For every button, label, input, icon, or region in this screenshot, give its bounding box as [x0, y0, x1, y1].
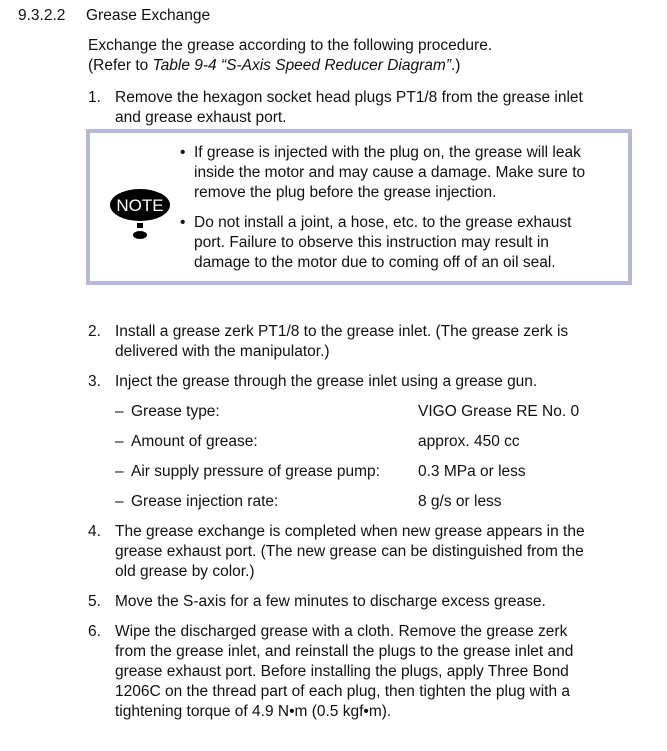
intro-line-2: [88, 56, 648, 76]
note-box: [86, 129, 632, 285]
step-2-text: [115, 322, 568, 362]
note-bullet: [180, 143, 620, 203]
step-line: Remove the hexagon socket head plugs PT1/8 from the grease inlet: [115, 89, 583, 106]
dash-icon: –: [115, 403, 124, 420]
note-bullet: [180, 213, 620, 273]
note-icon: [100, 185, 172, 241]
step-line: tightening torque of 4.9 N•m (0.5 kgf•m).: [115, 703, 392, 720]
step-line: from the grease inlet, and reinstall the plugs to the grease inlet and: [115, 643, 574, 660]
step-line: The grease exchange is completed when new grease appears in the: [115, 523, 585, 540]
step-line: Wipe the discharged grease with a cloth. Remove the grease zerk: [115, 623, 568, 640]
dash-icon: –: [115, 463, 124, 480]
spec-label: Grease type:: [131, 403, 220, 420]
step-5-text: [115, 592, 546, 612]
step-line: Move the S-axis for a few minutes to discharge excess grease.: [115, 593, 546, 610]
step-number: 4.: [88, 523, 101, 540]
dash-icon: –: [115, 493, 124, 510]
step-number: 1.: [88, 89, 101, 106]
step-3-text: [115, 372, 537, 392]
note-icon-label: NOTE: [116, 196, 164, 215]
step-line: and grease exhaust port.: [115, 109, 287, 126]
step-4-text: [115, 522, 585, 582]
step-line: Install a grease zerk PT1/8 to the grease inlet. (The grease zerk is: [115, 323, 569, 340]
step-line: Inject the grease through the grease inlet using a grease gun.: [115, 373, 538, 390]
note-line: If grease is injected with the plug on, the grease will leak: [194, 144, 581, 161]
spec-label: Amount of grease:: [131, 433, 258, 450]
step-line: old grease by color.): [115, 563, 255, 580]
intro-ref-suffix: .): [450, 57, 461, 74]
note-line: remove the plug before the grease injection.: [194, 184, 497, 201]
dash-icon: –: [115, 433, 124, 450]
step-line: grease exhaust port. Before installing the plugs, apply Three Bond: [115, 663, 569, 680]
step-number: 2.: [88, 323, 101, 340]
table-reference-link[interactable]: Table 9-4 “S-Axis Speed Reducer Diagram”: [152, 57, 451, 74]
step-number: 3.: [88, 373, 101, 390]
note-line: inside the motor and may cause a damage. Make sure to: [194, 164, 586, 181]
intro-ref-prefix: (Refer to: [88, 57, 153, 74]
note-line: damage to the motor due to coming off of an oil seal.: [194, 254, 556, 271]
note-bullets: [180, 143, 620, 283]
step-line: 1206C on the thread part of each plug, then tighten the plug with a: [115, 683, 570, 700]
intro-paragraph: [88, 36, 648, 76]
bullet-icon: •: [180, 214, 186, 231]
spec-value: 0.3 MPa or less: [418, 463, 526, 480]
note-line: port. Failure to observe this instruction may result in: [194, 234, 549, 251]
step-line: grease exhaust port. (The new grease can be distinguished from the: [115, 543, 584, 560]
step-1-text: [115, 88, 583, 128]
spec-value: VIGO Grease RE No. 0: [418, 403, 580, 420]
section-title: Grease Exchange: [86, 7, 211, 24]
section-number: 9.3.2.2: [18, 7, 66, 24]
step-number: 5.: [88, 593, 101, 610]
step-line: delivered with the manipulator.): [115, 343, 330, 360]
spec-value: approx. 450 cc: [418, 433, 520, 450]
note-line: Do not install a joint, a hose, etc. to the grease exhaust: [194, 214, 572, 231]
intro-line-1: Exchange the grease according to the following procedure.: [88, 37, 493, 54]
spec-label: Grease injection rate:: [131, 493, 279, 510]
bullet-icon: •: [180, 144, 186, 161]
spec-label: Air supply pressure of grease pump:: [131, 463, 380, 480]
step-6-text: [115, 622, 573, 722]
spec-value: 8 g/s or less: [418, 493, 502, 510]
step-number: 6.: [88, 623, 101, 640]
